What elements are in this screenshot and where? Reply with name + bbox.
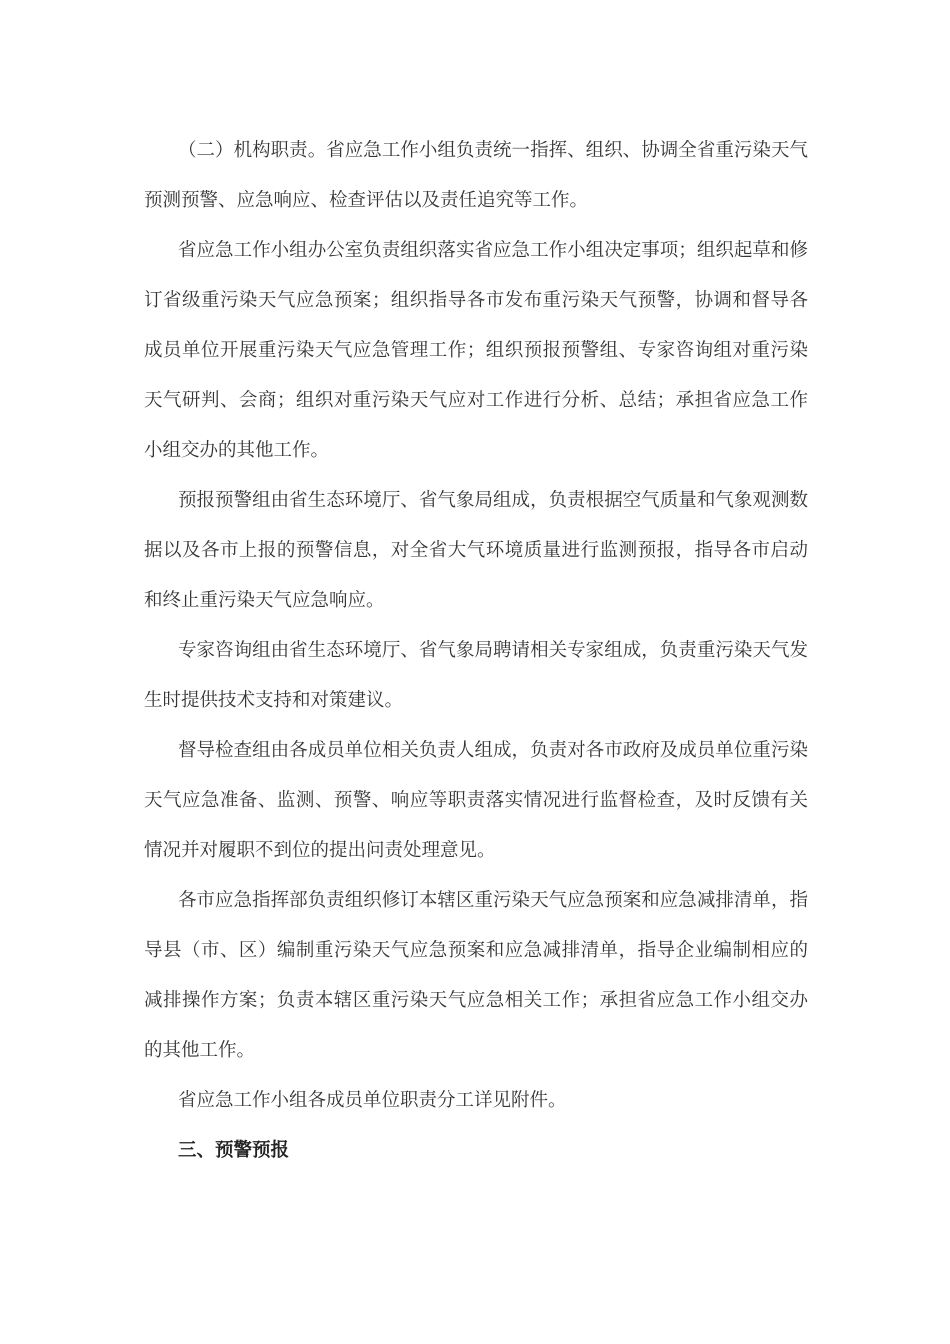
paragraph-forecast-group: 预报预警组由省生态环境厅、省气象局组成，负责根据空气质量和气象观测数据以及各市上报的预警信息，对全省大气环境质量进行监测预报，指导各市启动和终止重污染天气应急响应。 <box>144 490 808 611</box>
paragraph-member-duties-note: 省应急工作小组各成员单位职责分工详见附件。 <box>178 1090 567 1111</box>
paragraph-institution-duties: （二）机构职责。省应急工作小组负责统一指挥、组织、协调全省重污染天气预测预警、应急响应、检查评估以及责任追究等工作。 <box>144 140 808 211</box>
paragraph-city-command: 各市应急指挥部负责组织修订本辖区重污染天气应急预案和应急减排清单，指导县（市、区）编制重污染天气应急预案和应急减排清单，指导企业编制相应的减排操作方案；负责本辖区重污染天气应急相关工作；承担省应急工作小组交办的其他工作。 <box>144 890 808 1061</box>
section-heading: 三、预警预报 <box>178 1140 290 1161</box>
document-body <box>144 126 808 1176</box>
paragraph-expert-group: 专家咨询组由省生态环境厅、省气象局聘请相关专家组成，负责重污染天气发生时提供技术支持和对策建议。 <box>144 640 808 711</box>
paragraph-office-duties: 省应急工作小组办公室负责组织落实省应急工作小组决定事项；组织起草和修订省级重污染天气应急预案；组织指导各市发布重污染天气预警，协调和督导各成员单位开展重污染天气应急管理工作；组织预报预警组、专家咨询组对重污染天气研判、会商；组织对重污染天气应对工作进行分析、总结；承担省应急工作小组交办的其他工作。 <box>144 240 808 461</box>
paragraph-inspection-group: 督导检查组由各成员单位相关负责人组成，负责对各市政府及成员单位重污染天气应急准备、监测、预警、响应等职责落实情况进行监督检查，及时反馈有关情况并对履职不到位的提出问责处理意见。 <box>144 740 808 861</box>
